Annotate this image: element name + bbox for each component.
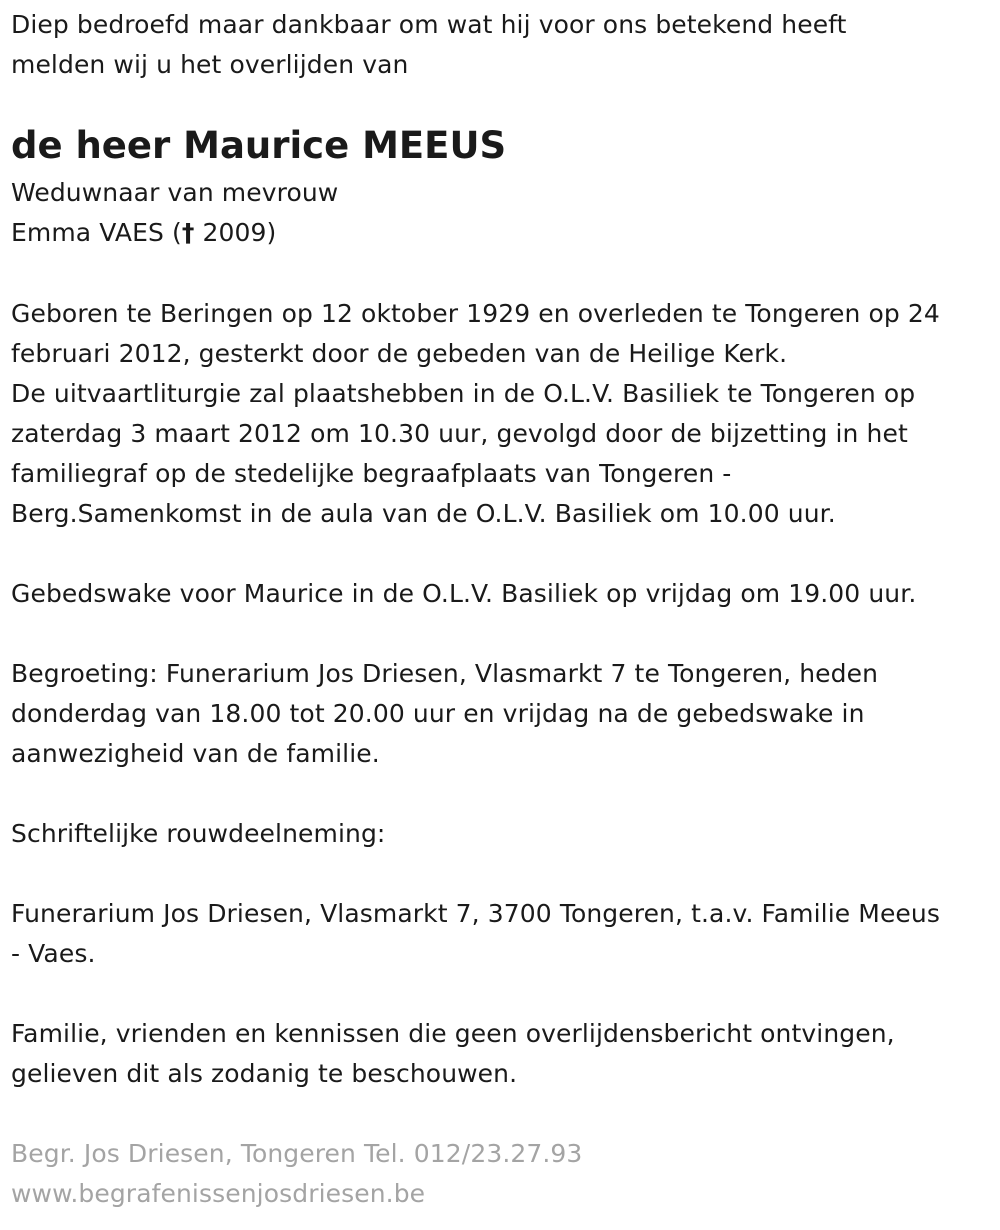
paragraph-line: Funerarium Jos Driesen, Vlasmarkt 7, 3700 Tongeren, t.a.v. Familie Meeus [11,899,940,928]
spouse-name-suffix: 2009) [194,218,277,247]
paragraph-line: familiegraf op de stedelijke begraafplaats van Tongeren - [11,459,732,488]
footer-contact: Begr. Jos Driesen, Tongeren Tel. 012/23.27.93 [11,1139,583,1168]
spouse-line-2 [11,213,338,253]
greeting-paragraph [11,654,878,774]
paragraph-line: gelieven dit als zodanig te beschouwen. [11,1059,518,1088]
spouse-line-1: Weduwnaar van mevrouw [11,178,339,207]
spouse-name-prefix: Emma VAES ( [11,218,182,247]
family-notice-paragraph [11,1014,895,1094]
paragraph-line: donderdag van 18.00 tot 20.00 uur en vrijdag na de gebedswake in [11,699,865,728]
paragraph-line: Begroeting: Funerarium Jos Driesen, Vlasmarkt 7 te Tongeren, heden [11,659,879,688]
birth-and-funeral-paragraph [11,294,940,534]
footer-website-link[interactable]: www.begrafenissenjosdriesen.be [11,1179,426,1208]
paragraph-line: - Vaes. [11,939,96,968]
paragraph-line: De uitvaartliturgie zal plaatshebben in de O.L.V. Basiliek te Tongeren op [11,379,916,408]
funeral-home-footer [11,1134,582,1214]
paragraph-line: zaterdag 3 maart 2012 om 10.30 uur, gevolgd door de bijzetting in het [11,419,908,448]
paragraph-line: Gebedswake voor Maurice in de O.L.V. Basiliek op vrijdag om 19.00 uur. [11,579,917,608]
intro-line-1: Diep bedroefd maar dankbaar om wat hij voor ons betekend heeft [11,10,847,39]
deceased-name: de heer Maurice MEEUS [11,124,507,167]
intro-text [11,5,847,85]
written-condolence-heading [11,814,385,854]
cross-icon: † [181,218,195,247]
paragraph-line: Geboren te Beringen op 12 oktober 1929 en overleden te Tongeren op 24 [11,299,940,328]
paragraph-line: Familie, vrienden en kennissen die geen overlijdensbericht ontvingen, [11,1019,895,1048]
spouse-info [11,173,338,253]
paragraph-line: aanwezigheid van de familie. [11,739,380,768]
paragraph-line: februari 2012, gesterkt door de gebeden van de Heilige Kerk. [11,339,788,368]
prayer-wake-paragraph [11,574,916,614]
paragraph-line: Berg.Samenkomst in de aula van de O.L.V. Basiliek om 10.00 uur. [11,499,836,528]
intro-line-2: melden wij u het overlijden van [11,50,409,79]
condolence-address [11,894,940,974]
paragraph-line: Schriftelijke rouwdeelneming: [11,819,386,848]
